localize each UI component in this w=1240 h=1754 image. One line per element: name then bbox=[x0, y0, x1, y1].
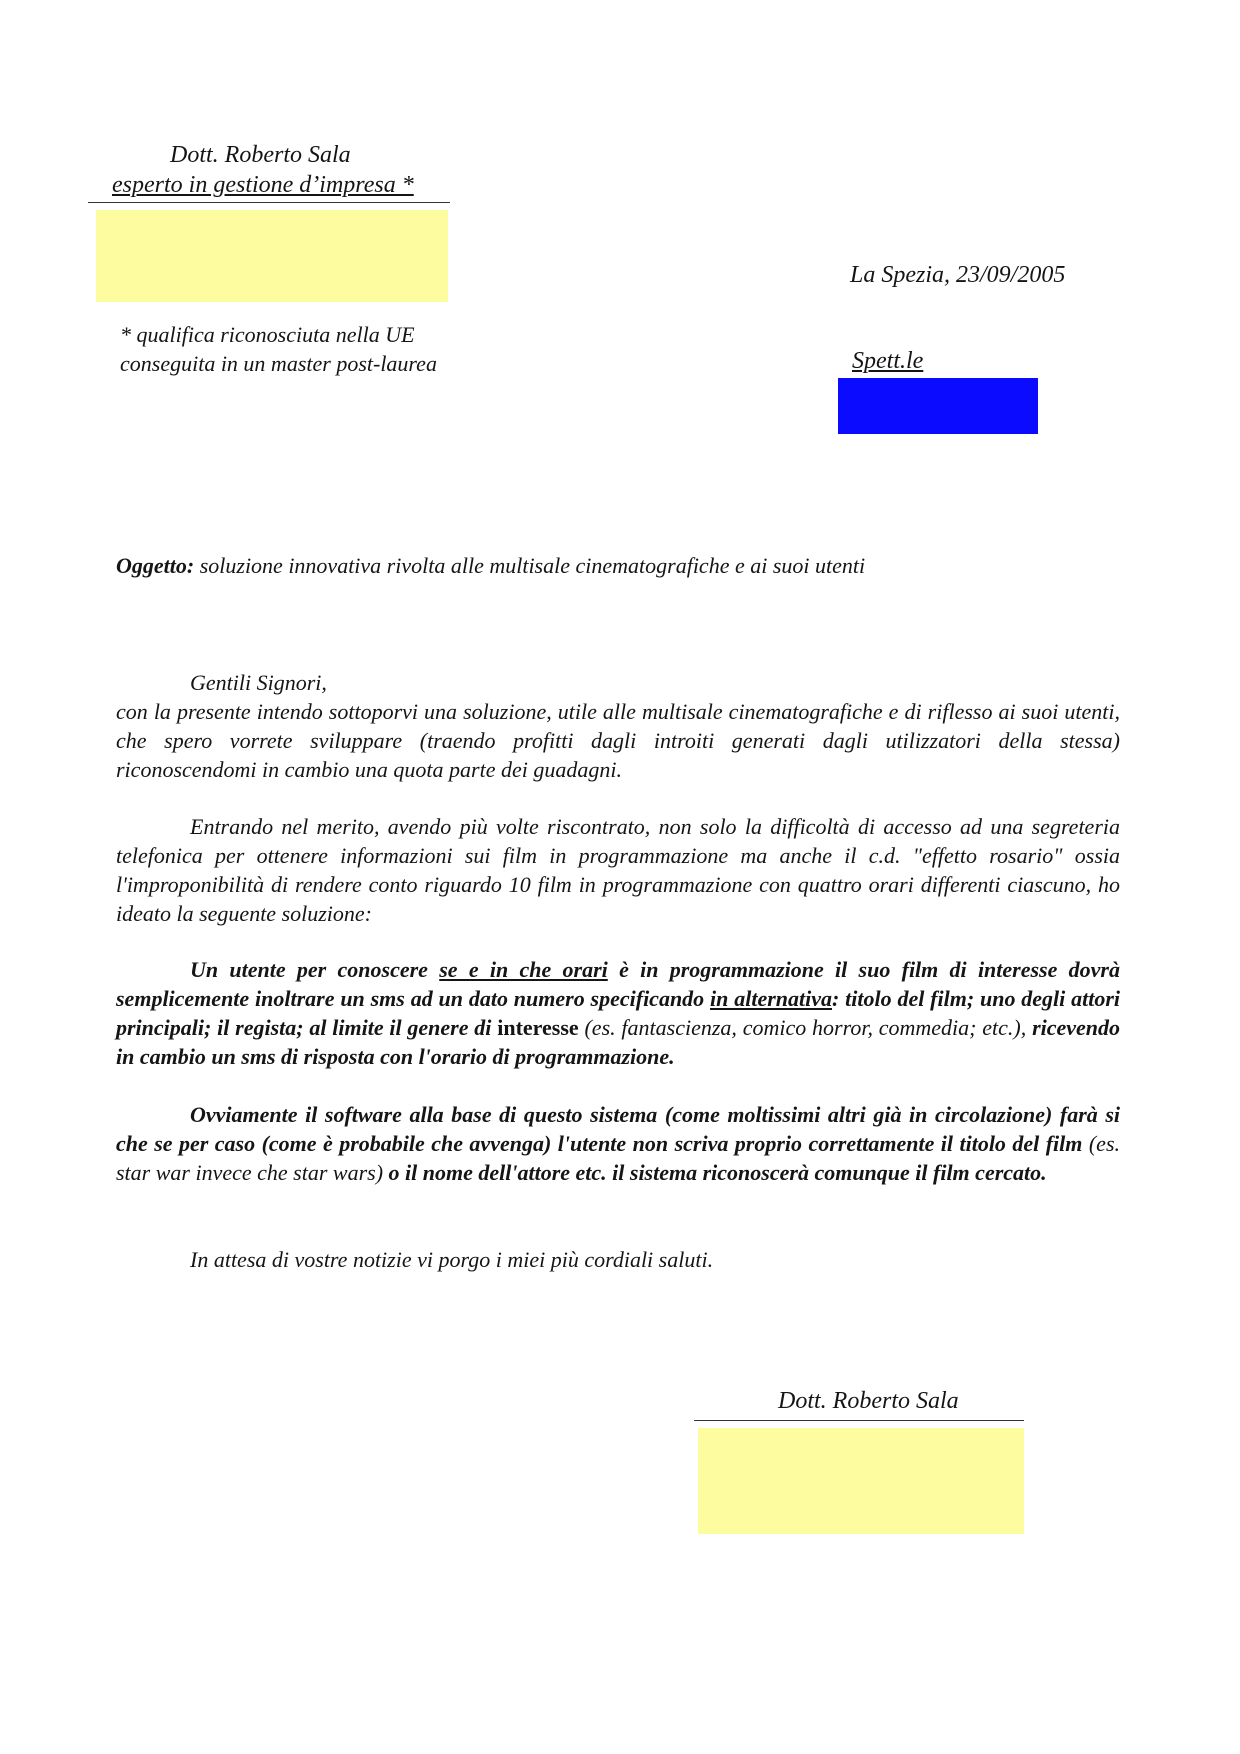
intro-text: con la presente intendo sottoporvi una soluzione, utile alle multisale cinematografiche e di riflesso ai suoi utenti, che spero vorrete sviluppare (traendo profitti dagli introiti generati dagli utilizzatori della stessa) riconoscendomi in cambio una quota parte dei guadagni. bbox=[116, 699, 1120, 782]
signature-name: Dott. Roberto Sala bbox=[778, 1388, 959, 1414]
sender-name: Dott. Roberto Sala bbox=[170, 142, 351, 168]
signature-divider bbox=[694, 1420, 1024, 1421]
solution-part-8: ricevendo in cambio un sms di risposta con l'orario di programmazione. bbox=[116, 1015, 1121, 1069]
subject-label: Oggetto: bbox=[116, 553, 195, 578]
place-date: La Spezia, 23/09/2005 bbox=[850, 262, 1066, 288]
paragraph-intro bbox=[116, 668, 1120, 784]
subject-text: soluzione innovativa rivolta alle multisale cinematografiche e ai suoi utenti bbox=[199, 553, 866, 578]
solution-part-7: (es. fantascienza, comico horror, commedia; etc.), bbox=[584, 1015, 1027, 1040]
software-part-1: Ovviamente il software alla base di questo sistema (come moltissimi altri già in circolazione) farà si che se per caso (come è probabile che avvenga) l'utente non scriva proprio correttamente il titolo del film bbox=[116, 1102, 1120, 1156]
solution-part-4: in alternativa bbox=[710, 986, 832, 1011]
software-part-2: (es. star war invece che star wars) bbox=[116, 1131, 1121, 1185]
paragraph-software bbox=[116, 1100, 1120, 1187]
greeting: Gentili Signori, bbox=[190, 670, 327, 695]
sender-address-redaction bbox=[96, 210, 448, 302]
solution-part-3: è in programmazione il suo film di interesse dovrà semplicemente inoltrare un sms ad un dato numero specificando bbox=[116, 957, 1120, 1011]
sender-divider bbox=[88, 202, 450, 203]
signature-redaction bbox=[698, 1428, 1024, 1534]
footnote-line-2: conseguita in un master post-laurea bbox=[120, 351, 437, 376]
paragraph-merit bbox=[116, 812, 1120, 928]
recipient-label: Spett.le bbox=[852, 348, 924, 374]
qualification-footnote bbox=[120, 320, 437, 378]
software-part-3: o il nome dell'attore etc. il sistema riconoscerà comunque il film cercato. bbox=[388, 1160, 1047, 1185]
paragraph-solution bbox=[116, 955, 1120, 1071]
solution-part-5: : titolo del film; uno degli attori principali; il regista; al limite il genere di bbox=[116, 986, 1121, 1040]
solution-part-2: se e in che orari bbox=[439, 957, 608, 982]
sender-title: esperto in gestione d’impresa * bbox=[112, 172, 414, 198]
footnote-line-1: * qualifica riconosciuta nella UE bbox=[120, 322, 415, 347]
recipient-name-redaction bbox=[838, 378, 1038, 434]
solution-part-6: interesse bbox=[497, 1015, 579, 1040]
merit-text: Entrando nel merito, avendo più volte riscontrato, non solo la difficoltà di accesso ad una segreteria telefonica per ottenere informazioni sui film in programmazione ma anche il c.d. "effetto rosario" ossia l'improponibilità di rendere conto riguardo 10 film in programmazione con quattro orari differenti ciascuno, ho ideato la seguente soluzione: bbox=[116, 814, 1120, 926]
paragraph-closing bbox=[116, 1245, 1120, 1274]
subject-line bbox=[116, 553, 865, 579]
closing-text: In attesa di vostre notizie vi porgo i miei più cordiali saluti. bbox=[190, 1247, 714, 1272]
solution-part-1: Un utente per conoscere bbox=[190, 957, 428, 982]
